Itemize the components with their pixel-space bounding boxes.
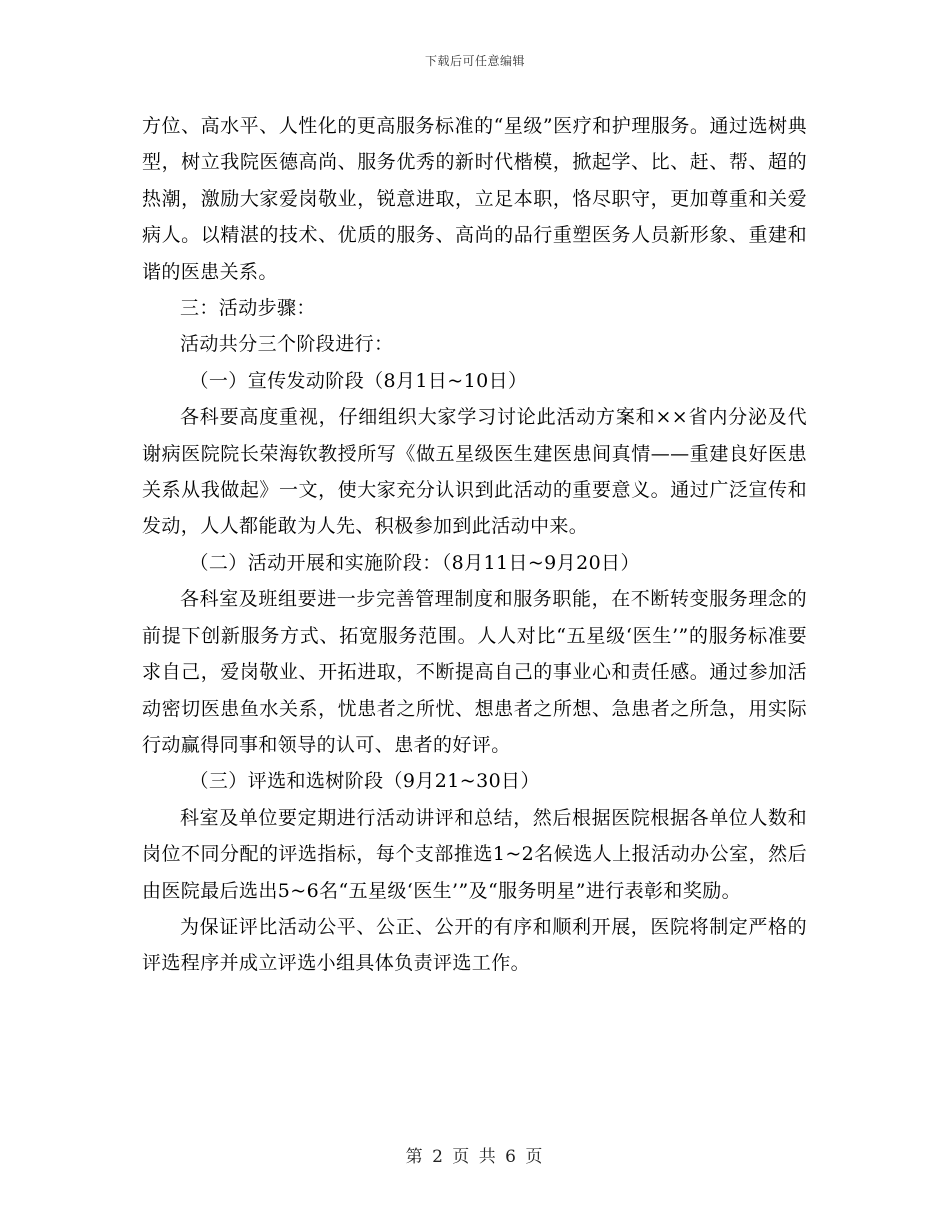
- heading-stage-two: （二）活动开展和实施阶段：（8月11日~9月20日）: [189, 551, 640, 574]
- paragraph-stage-one: 各科要高度重视，仔细组织大家学习讨论此活动方案和××省内分泌及代谢病医院院长荣海钦教授所写《做五星级医生建医患间真情——重建良好医患关系从我做起》一文，使大家充分认识到此活动的重要意义。通过广泛宣传和发动，人人都能敢为人先、积极参加到此活动中来。: [142, 406, 807, 538]
- page-number: 第 2 页 共 6 页: [405, 1147, 545, 1167]
- paragraph-three-stages: 活动共分三个阶段进行：: [180, 333, 394, 356]
- heading-activity-steps: 三：活动步骤：: [180, 297, 316, 320]
- paragraph-stage-two: 各科室及班组要进一步完善管理制度和服务职能，在不断转变服务理念的前提下创新服务方式、拓宽服务范围。人人对比“五星级‘医生’”的服务标准要求自己，爱岗敬业、开拓进取，不断提高自己的事业心和责任感。通过参加活动密切医患鱼水关系，忧患者之所忧、想患者之所想、急患者之所急，用实际行动赢得同事和领导的认可、患者的好评。: [142, 588, 807, 756]
- heading-stage-three: （三）评选和选树阶段（9月21~30日）: [189, 770, 540, 793]
- paragraph-stage-three: 科室及单位要定期进行活动讲评和总结，然后根据医院根据各单位人数和岗位不同分配的评选指标，每个支部推选1~2名候选人上报活动办公室，然后由医院最后选出5~6名“五星级‘医生’”及“服务明星”进行表彰和奖励。: [142, 806, 807, 902]
- page-header-note: 下载后可任意编辑: [424, 54, 525, 68]
- document-body: [142, 108, 807, 982]
- paragraph-fairness: 为保证评比活动公平、公正、公开的有序和顺利开展，医院将制定严格的评选程序并成立评选小组具体负责评选工作。: [142, 915, 807, 975]
- paragraph-service-standard: 方位、高水平、人性化的更高服务标准的“星级”医疗和护理服务。通过选树典型，树立我院医德高尚、服务优秀的新时代楷模，掀起学、比、赶、帮、超的热潮，激励大家爱岗敬业，锐意进取，立足本职，恪尽职守，更加尊重和关爱病人。以精湛的技术、优质的服务、高尚的品行重塑医务人员新形象、重建和谐的医患关系。: [142, 115, 807, 283]
- heading-stage-one: （一）宣传发动阶段（8月1日~10日）: [189, 369, 528, 392]
